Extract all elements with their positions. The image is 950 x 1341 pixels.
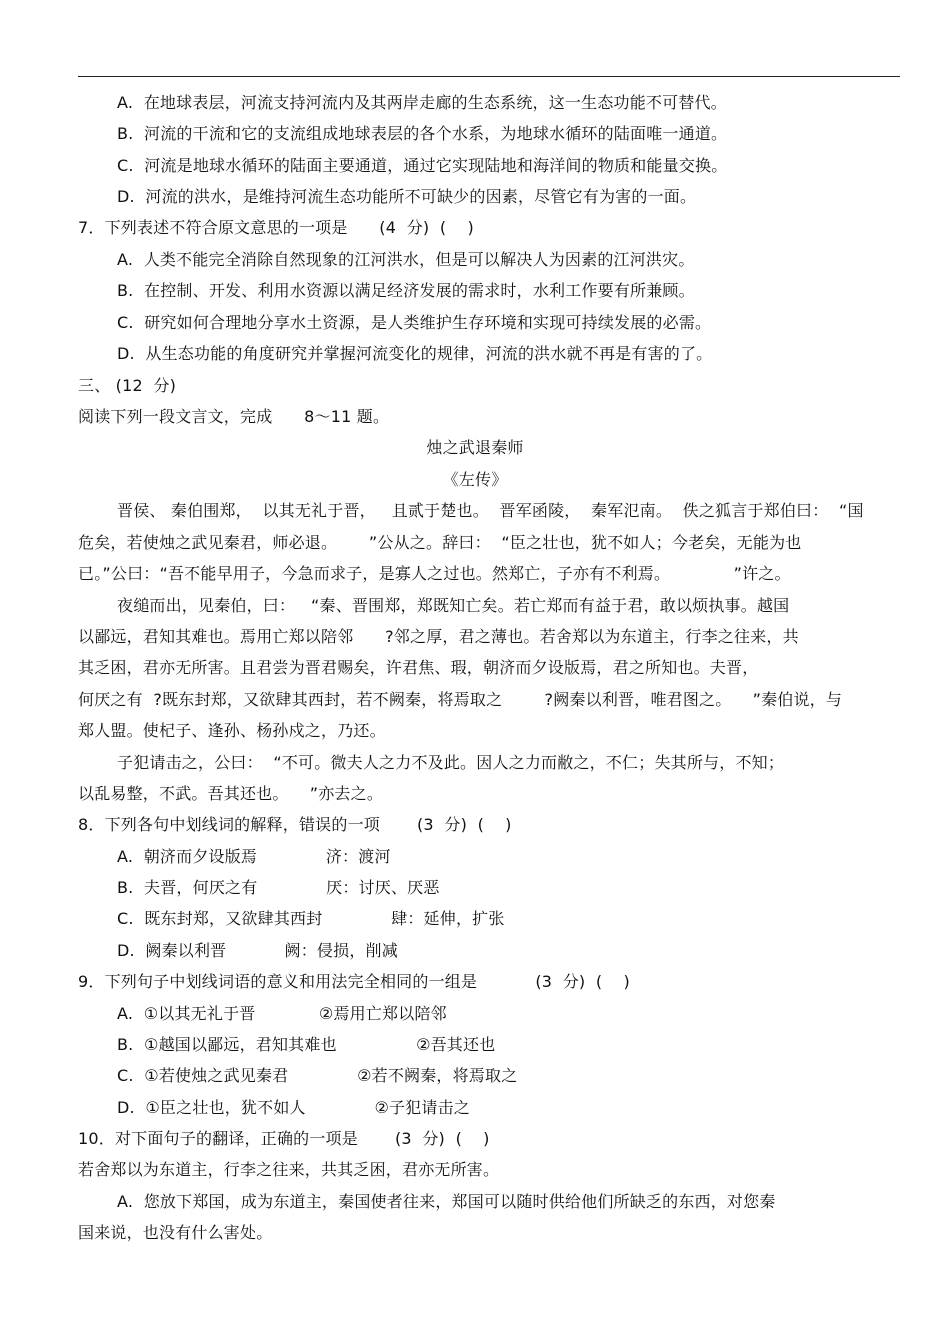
q10-option-a: A. 您放下郑国，成为东道主，秦国使者往来，郑国可以随时供给他们所缺乏的东西，对您秦 [117, 1192, 776, 1211]
q10-stem: 10．对下面句子的翻译，正确的一项是 (3 分) ( ) [78, 1129, 490, 1148]
passage-line: 何厌之有 ?既东封郑，又欲肆其西封，若不阙秦，将焉取之 ?阙秦以利晋，唯君图之。 ”秦伯说，与 [78, 690, 843, 709]
passage-line: 郑人盟。使杞子、逢孙、杨孙戍之，乃还。 [78, 721, 386, 740]
q9-option-a: A. ①以其无礼于晋 ②焉用亡郑以陪邻 [117, 1004, 447, 1023]
section3-header: 三、 (12 分) [78, 376, 177, 395]
passage-line: 已。”公曰：“吾不能早用子，今急而求子，是寡人之过也。然郑亡，子亦有不利焉。 ”许之。 [78, 564, 791, 583]
passage-line: 晋侯、 秦伯围郑， 以其无礼于晋， 且贰于楚也。 晋军函陵， 秦军氾南。 佚之狐言于郑伯曰： “国 [117, 501, 864, 520]
passage-line: 子犯请击之，公曰： “不可。微夫人之力不及此。因人之力而敝之，不仁；失其所与，不知； [117, 753, 785, 772]
passage-line: 以乱易整，不武。吾其还也。 ”亦去之。 [78, 784, 384, 803]
q8-option-a: A. 朝济而夕设版焉 济：渡河 [117, 847, 391, 866]
q8-option-d: D. 阙秦以利晋 阙：侵损，削减 [117, 941, 398, 960]
q9-option-c: C. ①若使烛之武见秦君 ②若不阙秦，将焉取之 [117, 1066, 518, 1085]
q7-option-c: C. 研究如何合理地分享水土资源，是人类维护生存环境和实现可持续发展的必需。 [117, 313, 712, 332]
q9-stem: 9．下列句子中划线词语的意义和用法完全相同的一组是 (3 分) ( ) [78, 972, 630, 991]
section3-instruction: 阅读下列一段文言文，完成 8～11 题。 [78, 407, 390, 426]
header-rule [78, 76, 900, 77]
q7-stem: 7．下列表述不符合原文意思的一项是 (4 分) ( ) [78, 218, 474, 237]
q6-option-a: A. 在地球表层，河流支持河流内及其两岸走廊的生态系统，这一生态功能不可替代。 [117, 93, 727, 112]
passage-line: 其乏困，君亦无所害。且君尝为晋君赐矣，许君焦、瑕，朝济而夕设版焉，君之所知也。夫晋， [78, 658, 759, 677]
q8-option-c: C. 既东封郑，又欲肆其西封 肆：延伸，扩张 [117, 909, 505, 928]
passage-line: 危矣，若使烛之武见秦君，师必退。 ”公从之。辞曰： “臣之壮也，犹不如人；今老矣，无能为也 [78, 533, 802, 552]
q7-option-a: A. 人类不能完全消除自然现象的江河洪水，但是可以解决人为因素的江河洪灾。 [117, 250, 695, 269]
q10-sentence: 若舍郑以为东道主，行李之往来，共其乏困，君亦无所害。 [78, 1160, 500, 1179]
q10-option-a-continued: 国来说，也没有什么害处。 [78, 1223, 273, 1242]
q6-option-c: C. 河流是地球水循环的陆面主要通道，通过它实现陆地和海洋间的物质和能量交换。 [117, 156, 728, 175]
passage-title: 烛之武退秦师 [426, 438, 524, 457]
q7-option-d: D. 从生态功能的角度研究并掌握河流变化的规律，河流的洪水就不再是有害的了。 [117, 344, 713, 363]
q8-option-b: B. 夫晋，何厌之有 厌：讨厌、厌恶 [117, 878, 440, 897]
q8-stem: 8．下列各句中划线词的解释，错误的一项 (3 分) ( ) [78, 815, 512, 834]
q9-option-d: D. ①臣之壮也，犹不如人 ②子犯请击之 [117, 1098, 470, 1117]
passage-line: 夜缒而出，见秦伯，曰： “秦、晋围郑，郑既知亡矣。若亡郑而有益于君，敢以烦执事。越国 [117, 596, 790, 615]
q7-option-b: B. 在控制、开发、利用水资源以满足经济发展的需求时，水利工作要有所兼顾。 [117, 281, 695, 300]
passage-source: 《左传》 [442, 470, 508, 489]
q6-option-d: D. 河流的洪水，是维持河流生态功能所不可缺少的因素，尽管它有为害的一面。 [117, 187, 697, 206]
q9-option-b: B. ①越国以鄙远，君知其难也 ②吾其还也 [117, 1035, 496, 1054]
passage-line: 以鄙远，君知其难也。焉用亡郑以陪邻 ?邻之厚，君之薄也。若舍郑以为东道主，行李之往来，共 [78, 627, 799, 646]
q6-option-b: B. 河流的干流和它的支流组成地球表层的各个水系，为地球水循环的陆面唯一通道。 [117, 124, 728, 143]
